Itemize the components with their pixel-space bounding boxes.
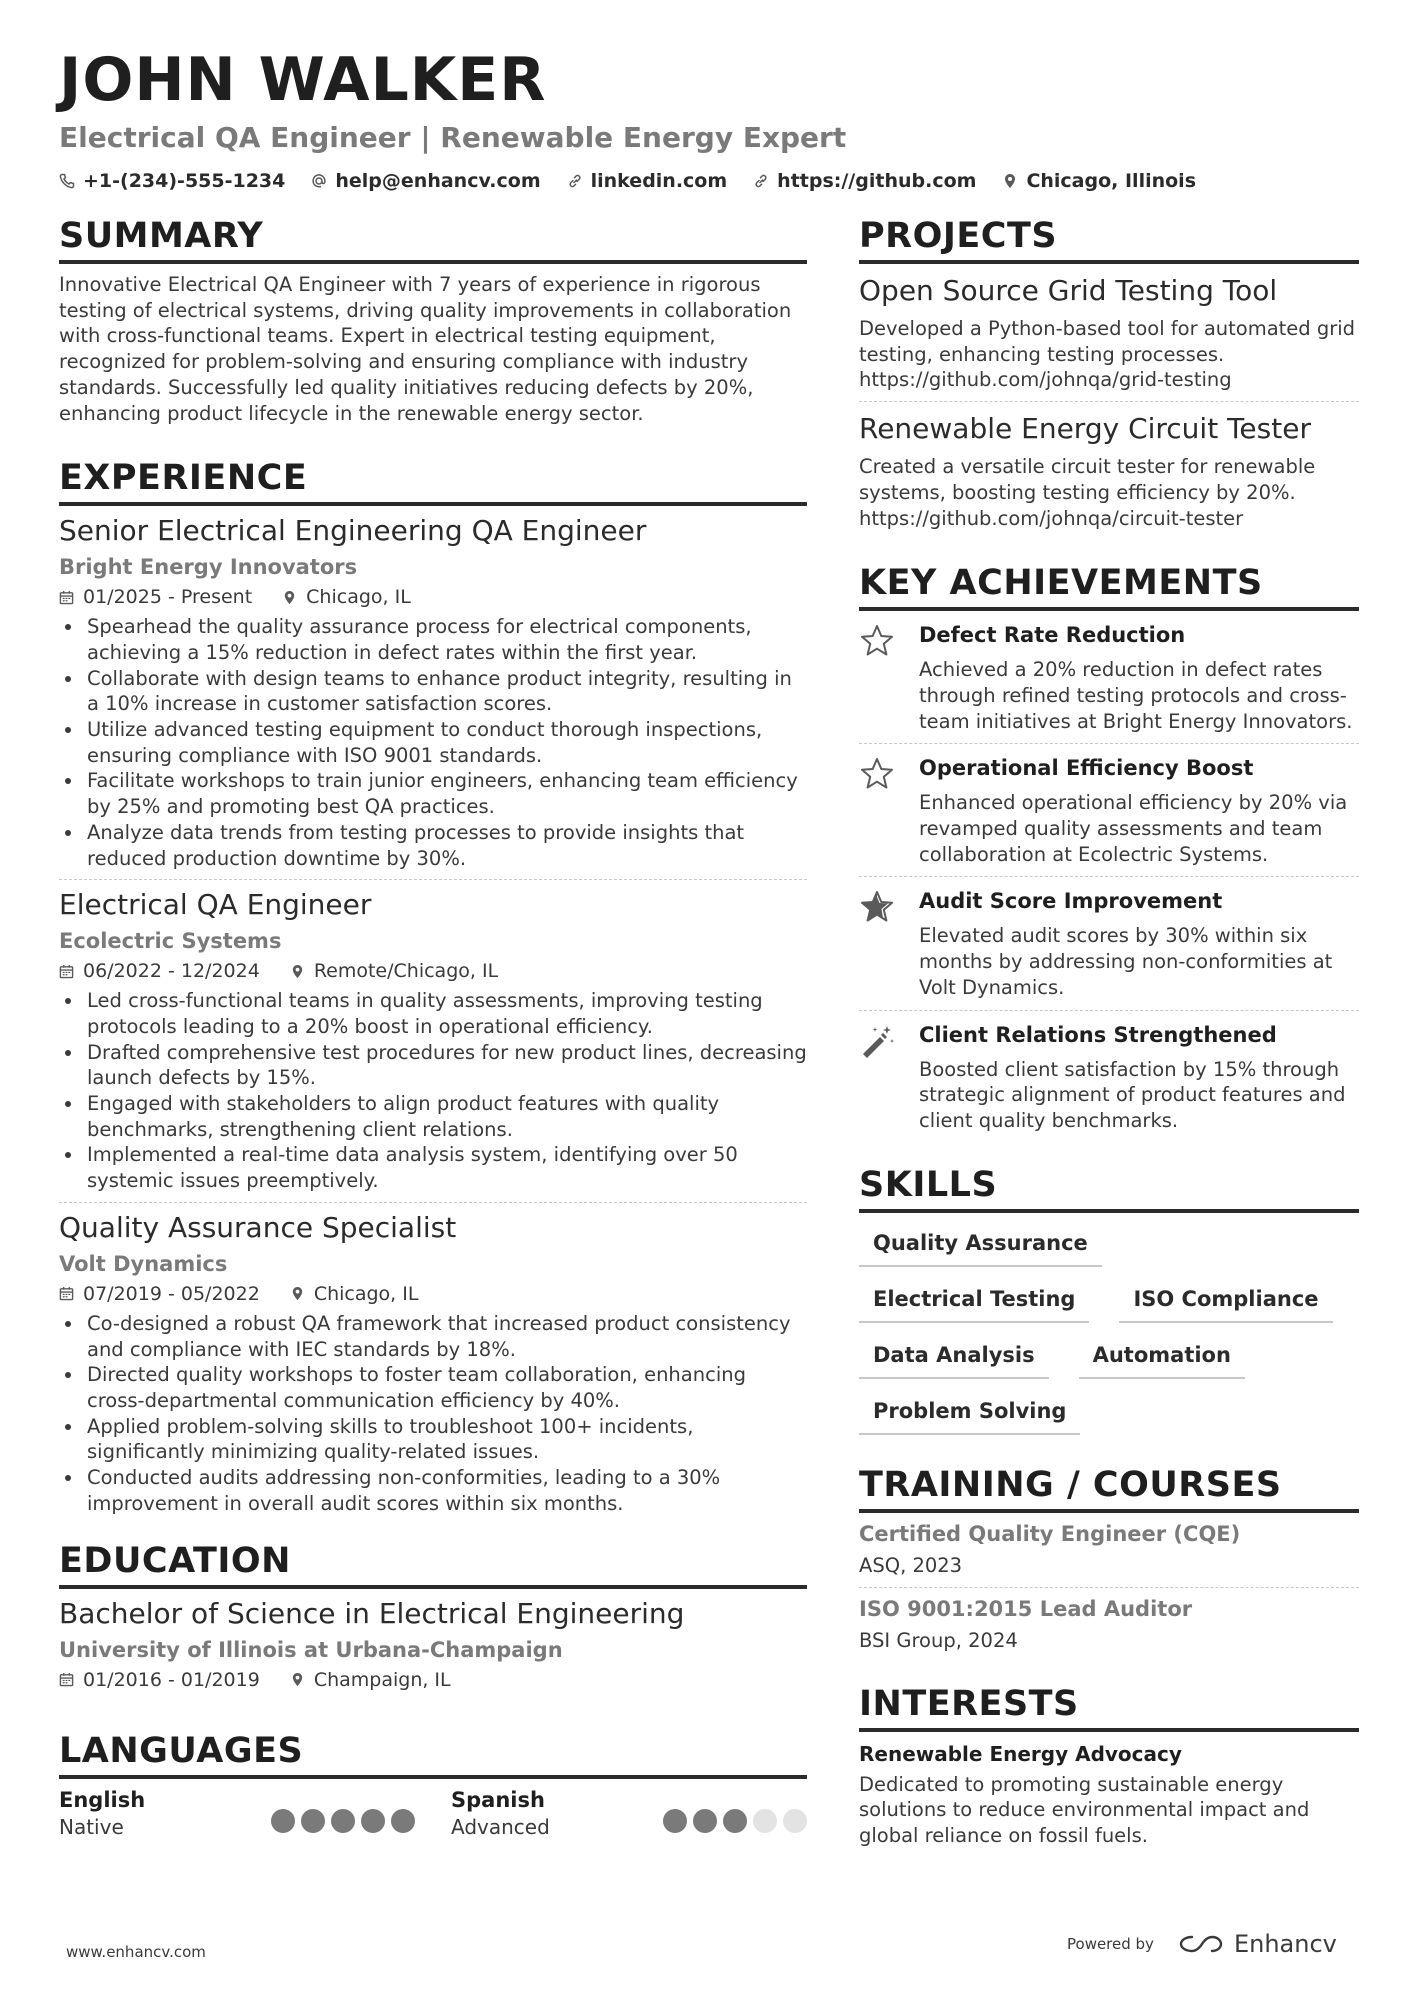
language-level: Advanced (451, 1814, 550, 1839)
course-entry (859, 1513, 1359, 1587)
footer-branding (1067, 1930, 1337, 1958)
job-dates (59, 956, 260, 986)
education-section (59, 1539, 807, 1703)
job-bullet: Drafted comprehensive test procedures for new product lines, decreasing launch defects by 15%. (59, 1040, 807, 1091)
rating-dot-empty (753, 1809, 777, 1833)
interests-section (859, 1682, 1359, 1849)
achievement-title: Audit Score Improvement (919, 889, 1223, 914)
course-entry (859, 1587, 1359, 1662)
job-entry (59, 506, 807, 879)
location-icon (1002, 173, 1018, 189)
location-icon (282, 590, 297, 605)
calendar-icon (59, 590, 74, 605)
achievement-description: Achieved a 20% reduction in defect rates through refined testing protocols and cross-team initiatives at Bright Energy Innovators. (919, 658, 1353, 733)
training-section (859, 1463, 1359, 1662)
rating-dot-filled (723, 1809, 747, 1833)
contact-phone-text: +1-(234)-555-1234 (83, 170, 286, 192)
languages-section (59, 1729, 807, 1841)
education-location-text: Champaign, IL (313, 1668, 451, 1691)
rating-dot-filled (693, 1809, 717, 1833)
experience-heading: EXPERIENCE (59, 456, 807, 506)
contact-email[interactable] (311, 170, 540, 192)
job-title: Quality Assurance Specialist (59, 1210, 457, 1244)
job-company: Volt Dynamics (59, 1251, 228, 1276)
skills-section (859, 1163, 1359, 1435)
job-dates-text: 07/2019 - 05/2022 (83, 1282, 260, 1305)
languages-list (59, 1787, 807, 1841)
skill-tag: Problem Solving (859, 1393, 1080, 1435)
language-name: Spanish (451, 1787, 545, 1812)
star-outline-icon (859, 621, 901, 734)
job-location-text: Chicago, IL (313, 1282, 419, 1305)
job-bullets (59, 614, 807, 871)
skill-tag: Electrical Testing (859, 1281, 1089, 1323)
skill-tag: Quality Assurance (859, 1225, 1102, 1267)
course-title: ISO 9001:2015 Lead Auditor (859, 1596, 1193, 1621)
achievement-entry (859, 743, 1359, 876)
language-level: Native (59, 1814, 124, 1839)
summary-text: Innovative Electrical QA Engineer with 7 years of experience in rigorous testing of electrical systems, driving quality improvements in collaboration with cross-functional teams. Expert in electrical testing equipment, recognized for problem-solving and ensuring compliance with industry standards. Successfully led quality initiatives reducing defects by 20%, enhancing product lifecycle in the renewable energy sector. (59, 273, 792, 425)
projects-section (859, 214, 1359, 539)
project-entry (859, 401, 1359, 539)
enhancv-logo-icon (1178, 1933, 1224, 1955)
education-school: University of Illinois at Urbana-Champaign (59, 1637, 563, 1662)
star-outline-icon (859, 754, 901, 867)
job-title: Senior Electrical Engineering QA Engineer (59, 514, 647, 548)
rating-dot-filled (331, 1809, 355, 1833)
job-meta (59, 582, 807, 612)
education-degree: Bachelor of Science in Electrical Engineering (59, 1596, 685, 1630)
job-bullet: Utilize advanced testing equipment to conduct thorough inspections, ensuring compliance with ISO 9001 standards. (59, 717, 807, 768)
job-bullet: Facilitate workshops to train junior engineers, enhancing team efficiency by 25% and promoting best QA practices. (59, 768, 807, 819)
skill-tag: ISO Compliance (1119, 1281, 1332, 1323)
job-bullet: Applied problem-solving skills to troubleshoot 100+ incidents, significantly minimizing quality-related issues. (59, 1414, 807, 1465)
skill-tag: Automation (1079, 1337, 1245, 1379)
contact-linkedin[interactable] (567, 170, 728, 192)
achievements-section (859, 561, 1359, 1142)
course-org: BSI Group, 2024 (859, 1628, 1018, 1652)
course-title: Certified Quality Engineer (CQE) (859, 1521, 1241, 1546)
right-column (859, 214, 1359, 1875)
contact-location (1002, 170, 1196, 192)
project-description: Developed a Python-based tool for automated grid testing, enhancing testing processes. https://github.com/johnqa/grid-testing (859, 317, 1356, 392)
language-rating (271, 1787, 415, 1841)
calendar-icon (59, 964, 74, 979)
job-entry (59, 879, 807, 1202)
achievement-entry (859, 611, 1359, 743)
rating-dot-filled (361, 1809, 385, 1833)
language-item (59, 1787, 415, 1841)
powered-by-label: Powered by (1067, 1935, 1154, 1953)
interest-description: Dedicated to promoting sustainable energy solutions to reduce environmental impact and global reliance on fossil fuels. (859, 1772, 1310, 1848)
rating-dot-filled (663, 1809, 687, 1833)
contact-email-text: help@enhancv.com (335, 170, 541, 192)
calendar-icon (59, 1286, 74, 1301)
job-location-text: Chicago, IL (306, 586, 411, 609)
job-location (290, 956, 498, 986)
interest-title: Renewable Energy Advocacy (859, 1741, 1182, 1766)
job-bullet: Analyze data trends from testing processes to provide insights that reduced production downtime by 30%. (59, 820, 807, 871)
experience-section (59, 456, 807, 1524)
job-bullets (59, 1311, 807, 1517)
education-heading: EDUCATION (59, 1539, 807, 1589)
contact-phone[interactable] (59, 170, 285, 192)
footer-website[interactable]: www.enhancv.com (66, 1943, 206, 1961)
rating-dot-filled (271, 1809, 295, 1833)
job-meta (59, 956, 807, 986)
achievement-description: Enhanced operational efficiency by 20% via revamped quality assessments and team collaboration at Ecolectric Systems. (919, 791, 1348, 866)
achievement-description: Boosted client satisfaction by 15% through strategic alignment of product features and client quality benchmarks. (919, 1057, 1346, 1132)
contact-bar (59, 170, 1359, 192)
contact-linkedin-text: linkedin.com (590, 170, 728, 192)
job-bullet: Spearhead the quality assurance process for electrical components, achieving a 15% reduction in defect rates within the first year. (59, 614, 807, 665)
location-icon (290, 1286, 305, 1301)
education-dates-text: 01/2016 - 01/2019 (83, 1668, 260, 1691)
job-location-text: Remote/Chicago, IL (313, 960, 499, 983)
achievement-entry (859, 876, 1359, 1009)
brand-name: Enhancv (1233, 1930, 1337, 1958)
calendar-icon (59, 1672, 74, 1687)
skills-list (859, 1225, 1359, 1435)
achievement-title: Operational Efficiency Boost (919, 756, 1254, 781)
job-company: Bright Energy Innovators (59, 555, 358, 580)
achievement-title: Client Relations Strengthened (919, 1022, 1277, 1047)
skill-tag: Data Analysis (859, 1337, 1049, 1379)
job-bullet: Led cross-functional teams in quality assessments, improving testing protocols leading to a 20% boost in operational efficiency. (59, 988, 807, 1039)
contact-location-text: Chicago, Illinois (1026, 170, 1196, 192)
at-icon (311, 173, 327, 189)
job-dates-text: 01/2025 - Present (83, 586, 253, 609)
rating-dot-filled (301, 1809, 325, 1833)
contact-github-text: https://github.com (777, 170, 977, 192)
education-dates (59, 1665, 260, 1695)
summary-heading: SUMMARY (59, 214, 807, 264)
link-icon (753, 173, 769, 189)
interests-heading: INTERESTS (859, 1682, 1359, 1732)
link-icon (567, 173, 583, 189)
education-entry (59, 1589, 807, 1703)
language-name: English (59, 1787, 146, 1812)
achievement-entry (859, 1010, 1359, 1143)
education-meta (59, 1665, 807, 1695)
job-entry (59, 1202, 807, 1525)
achievements-heading: KEY ACHIEVEMENTS (859, 561, 1359, 611)
projects-heading: PROJECTS (859, 214, 1359, 264)
training-heading: TRAINING / COURSES (859, 1463, 1359, 1513)
star-half-icon (859, 887, 901, 1000)
candidate-name: JOHN WALKER (59, 45, 547, 115)
magic-wand-icon (859, 1021, 901, 1134)
rating-dot-filled (391, 1809, 415, 1833)
job-title: Electrical QA Engineer (59, 888, 372, 922)
summary-section (59, 214, 807, 426)
job-bullet: Co-designed a robust QA framework that increased product consistency and compliance with IEC standards by 18%. (59, 1311, 807, 1362)
job-bullet: Directed quality workshops to foster team collaboration, enhancing cross-departmental communication efficiency by 40%. (59, 1362, 807, 1413)
achievement-title: Defect Rate Reduction (919, 623, 1186, 648)
project-title: Renewable Energy Circuit Tester (859, 412, 1311, 446)
job-dates (59, 1279, 260, 1309)
job-bullets (59, 988, 807, 1194)
course-org: ASQ, 2023 (859, 1553, 963, 1577)
job-bullet: Collaborate with design teams to enhance product integrity, resulting in a 10% increase in customer satisfaction scores. (59, 666, 807, 717)
contact-github[interactable] (753, 170, 976, 192)
job-meta (59, 1279, 807, 1309)
left-column (59, 214, 807, 1867)
enhancv-logo[interactable] (1178, 1930, 1337, 1958)
location-icon (290, 964, 305, 979)
job-bullet: Implemented a real-time data analysis system, identifying over 50 systemic issues preemptively. (59, 1142, 807, 1193)
job-bullet: Conducted audits addressing non-conformities, leading to a 30% improvement in overall audit scores within six months. (59, 1465, 807, 1516)
education-location (290, 1665, 451, 1695)
language-rating (663, 1787, 807, 1841)
job-dates (59, 582, 252, 612)
job-location (282, 582, 411, 612)
job-company: Ecolectric Systems (59, 929, 282, 954)
languages-heading: LANGUAGES (59, 1729, 807, 1779)
rating-dot-empty (783, 1809, 807, 1833)
project-description: Created a versatile circuit tester for renewable systems, boosting testing efficiency by 20%. https://github.com/johnqa/circuit-tester (859, 455, 1316, 530)
job-location (290, 1279, 419, 1309)
job-bullet: Engaged with stakeholders to align product features with quality benchmarks, strengthening client relations. (59, 1091, 807, 1142)
project-entry (859, 264, 1359, 401)
skills-heading: SKILLS (859, 1163, 1359, 1213)
job-dates-text: 06/2022 - 12/2024 (83, 960, 260, 983)
language-item (451, 1787, 807, 1841)
project-title: Open Source Grid Testing Tool (859, 274, 1278, 307)
candidate-tagline: Electrical QA Engineer | Renewable Energy Expert (59, 121, 847, 154)
phone-icon (59, 173, 75, 189)
resume-header (59, 44, 1359, 192)
location-icon (290, 1672, 305, 1687)
achievement-description: Elevated audit scores by 30% within six months by addressing non-conformities at Volt Dynamics. (919, 924, 1333, 999)
